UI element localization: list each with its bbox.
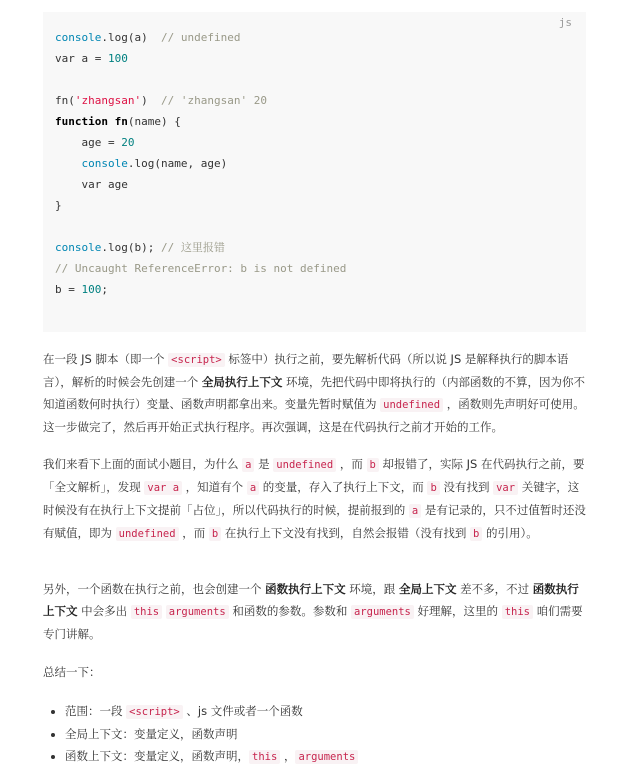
code-token: fn( — [55, 94, 75, 107]
code-line — [55, 94, 267, 108]
inline-code: b — [427, 481, 439, 495]
code-token: b = — [55, 283, 82, 296]
paragraph-global-context — [43, 348, 588, 438]
text: 环境，先把代码中即将执行的（内部函数的不算，因为你不知道函数何时执行）变量、函数声明都拿出来。变量先暂时赋值为 — [43, 375, 586, 411]
text: ，而 — [336, 457, 367, 471]
text: 好理解，这里的 — [413, 604, 502, 618]
text: 标签中）执行之前，要先解析代码（所以说 JS 是解释执行的脚本语言），解析的时候会先创建一个 — [43, 352, 569, 389]
text: 却报错了，实际 JS 在代码执行之前，要「全文解析」，发现 — [43, 457, 585, 494]
summary-list — [43, 700, 605, 768]
code-token: .log(name, age) — [127, 157, 228, 170]
inline-code: undefined — [116, 527, 179, 541]
bold-text: 全局执行上下文 — [201, 375, 283, 389]
text: 是有记录的，只不过值暂时还没有赋值，即为 — [43, 503, 586, 540]
summary-heading: 总结一下： — [43, 665, 101, 679]
inline-code: b — [470, 527, 482, 541]
inline-code: undefined — [273, 458, 336, 472]
code-block — [43, 12, 586, 332]
code-function-name: fn — [114, 115, 128, 128]
paragraph-explanation — [43, 453, 588, 545]
inline-code: var a — [144, 481, 182, 495]
inline-code: arguments — [166, 605, 229, 619]
list-item — [65, 723, 605, 745]
paragraph-function-context — [43, 578, 588, 645]
code-line — [55, 52, 128, 66]
code-line — [55, 283, 108, 297]
text: 的变量，存入了执行上下文，而 — [259, 480, 428, 494]
code-comment: // undefined — [160, 31, 241, 44]
text: 范围：一段 — [65, 704, 127, 718]
inline-code: a — [247, 481, 259, 495]
text: 另外，一个函数在执行之前，也会创建一个 — [43, 582, 266, 596]
inline-code: a — [242, 458, 254, 472]
text: 环境，跟 — [345, 582, 399, 596]
inline-code: arguments — [351, 605, 414, 619]
text: 是 — [254, 457, 274, 471]
inline-code: a — [409, 504, 421, 518]
inline-code: b — [367, 458, 379, 472]
inline-code: <script> — [168, 353, 225, 367]
code-token: a = — [74, 52, 108, 65]
code-token: } — [55, 199, 62, 212]
bold-text: 全局上下文 — [398, 582, 457, 596]
code-token: ; — [101, 283, 108, 296]
text: 关键字，这时候没有在执行上下文提前「占位」，所以代码执行的时候，提前报到的 — [43, 480, 580, 517]
list-item — [65, 745, 605, 768]
code-line — [55, 178, 128, 192]
code-line — [55, 262, 346, 276]
text: 、js 文件或者一个函数 — [182, 704, 303, 718]
code-keyword: var — [55, 52, 75, 65]
list-item — [65, 700, 605, 723]
code-line — [55, 31, 240, 45]
text: 全局上下文：变量定义，函数声明 — [65, 727, 238, 741]
text: 在一段 JS 脚本（即一个 — [43, 352, 169, 366]
code-number: 20 — [121, 136, 135, 149]
inline-code: var — [493, 481, 518, 495]
text: 在执行上下文没有找到，自然会报错（没有找到 — [221, 526, 471, 540]
code-number: 100 — [108, 52, 128, 65]
inline-code: undefined — [380, 398, 443, 412]
code-token: console — [55, 241, 102, 254]
text: 函数上下文：变量定义，函数声明， — [65, 749, 249, 763]
inline-code: arguments — [295, 750, 358, 764]
text: 中会多出 — [77, 604, 131, 618]
code-comment: // Uncaught ReferenceError: b is not defined — [55, 262, 347, 275]
inline-code: b — [209, 527, 221, 541]
code-comment: // 这里报错 — [160, 241, 225, 254]
bold-text: 函数执行上下文 — [43, 582, 579, 618]
code-line — [55, 199, 62, 213]
inline-code: <script> — [126, 705, 183, 719]
text: ，函数则先声明好可使用。这一步做完了，然后再开始正式执行程序。再次强调，这是在代码执行之前才开始的工作。 — [43, 397, 585, 434]
code-line — [55, 241, 225, 255]
code-number: 100 — [81, 283, 102, 296]
code-keyword: var — [81, 178, 102, 191]
text: ，而 — [178, 526, 209, 540]
bold-text: 函数执行上下文 — [265, 582, 346, 596]
code-comment: // 'zhangsan' 20 — [160, 94, 267, 107]
inline-code: this — [249, 750, 280, 764]
inline-code: this — [131, 605, 162, 619]
text: ， — [280, 749, 296, 763]
code-token: .log(b); — [101, 241, 161, 254]
code-token: ) — [141, 94, 148, 107]
code-token: console — [55, 31, 102, 44]
code-line — [55, 157, 227, 171]
text: 我们来看下上面的面试小题目，为什么 — [43, 457, 243, 471]
text: 没有找到 — [439, 480, 494, 494]
code-line — [55, 136, 135, 150]
text: 和函数的参数。参数和 — [228, 604, 351, 618]
code-token: console — [81, 157, 128, 170]
text: 的引用）。 — [482, 526, 538, 540]
inline-code: this — [502, 605, 533, 619]
code-token: age = — [81, 136, 122, 149]
code-language-label: js — [558, 16, 572, 29]
text: ，知道有个 — [182, 480, 247, 494]
code-string: 'zhangsan' — [74, 94, 142, 107]
code-token: age — [101, 178, 128, 191]
code-line — [55, 115, 181, 129]
code-token: (name) { — [127, 115, 181, 128]
code-token: .log(a) — [101, 31, 148, 44]
text: 咱们需要专门讲解。 — [43, 604, 583, 641]
text: 差不多，不过 — [456, 582, 533, 596]
code-keyword: function — [55, 115, 108, 128]
